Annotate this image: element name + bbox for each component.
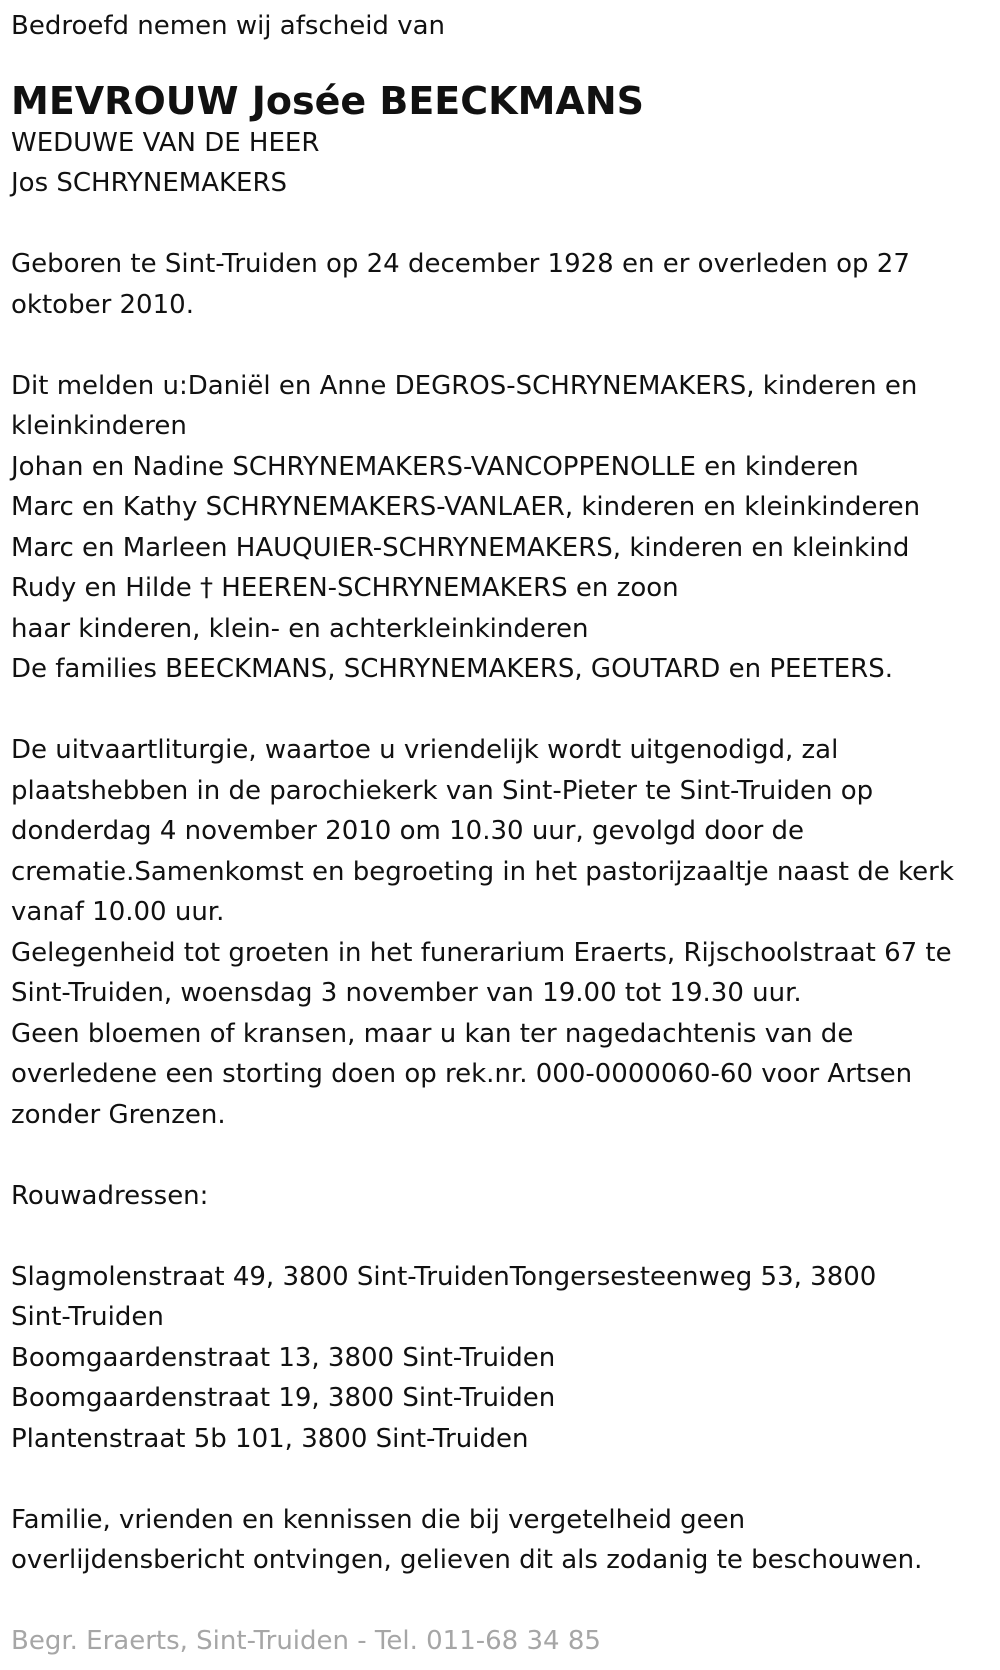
ceremony-line: De uitvaartliturgie, waartoe u vriendelijk wordt uitgenodigd, zal xyxy=(11,735,839,765)
ceremony-line: donderdag 4 november 2010 om 10.30 uur, gevolgd door de xyxy=(11,816,805,846)
ceremony-line: Sint-Truiden, woensdag 3 november van 19.00 tot 19.30 uur. xyxy=(11,978,802,1008)
family-line: kleinkinderen xyxy=(11,411,187,441)
addresses-heading: Rouwadressen: xyxy=(11,1180,209,1211)
family-line: Dit melden u:Daniël en Anne DEGROS-SCHRYNEMAKERS, kinderen en xyxy=(11,370,918,401)
funeral-home-footer: Begr. Eraerts, Sint-Truiden - Tel. 011-68 34 85 xyxy=(11,1626,601,1656)
spacer xyxy=(11,325,991,366)
spacer xyxy=(11,1216,991,1257)
family-line: De families BEECKMANS, SCHRYNEMAKERS, GOUTARD en PEETERS. xyxy=(11,654,893,684)
spacer xyxy=(11,1581,991,1622)
ceremony-line: crematie.Samenkomst en begroeting in het pastorijzaaltje naast de kerk xyxy=(11,856,954,887)
address-line: Boomgaardenstraat 13, 3800 Sint-Truiden xyxy=(11,1342,556,1373)
ceremony-line: Geen bloemen of kransen, maar u kan ter nagedachtenis van de xyxy=(11,1018,854,1049)
subtitle-line: Jos SCHRYNEMAKERS xyxy=(11,168,288,198)
family-line: haar kinderen, klein- en achterkleinkinderen xyxy=(11,613,589,644)
ceremony-line: zonder Grenzen. xyxy=(11,1099,226,1130)
spacer xyxy=(11,204,991,245)
closing-line: Familie, vrienden en kennissen die bij vergetelheid geen xyxy=(11,1504,746,1535)
spacer xyxy=(11,1135,991,1176)
birth-line: Geboren te Sint-Truiden op 24 december 1928 en er overleden op 27 xyxy=(11,249,910,279)
ceremony-line: Gelegenheid tot groeten in het funerarium Eraerts, Rijschoolstraat 67 te xyxy=(11,937,952,968)
ceremony-line: plaatshebben in de parochiekerk van Sint-Pieter te Sint-Truiden op xyxy=(11,775,874,806)
spacer xyxy=(11,1459,991,1500)
birth-line: oktober 2010. xyxy=(11,289,194,320)
ceremony-line: vanaf 10.00 uur. xyxy=(11,897,225,927)
address-line: Slagmolenstraat 49, 3800 Sint-TruidenTongersesteenweg 53, 3800 xyxy=(11,1261,877,1292)
spacer xyxy=(11,690,991,731)
family-line: Johan en Nadine SCHRYNEMAKERS-VANCOPPENOLLE en kinderen xyxy=(11,451,859,482)
family-line: Marc en Marleen HAUQUIER-SCHRYNEMAKERS, kinderen en kleinkind xyxy=(11,532,910,563)
address-line: Boomgaardenstraat 19, 3800 Sint-Truiden xyxy=(11,1383,556,1413)
ceremony-line: overledene een storting doen op rek.nr. 000-0000060-60 voor Artsen xyxy=(11,1059,913,1089)
intro-text: Bedroefd nemen wij afscheid van xyxy=(11,11,445,41)
family-line: Rudy en Hilde † HEEREN-SCHRYNEMAKERS en zoon xyxy=(11,573,679,603)
address-line: Plantenstraat 5b 101, 3800 Sint-Truiden xyxy=(11,1423,529,1454)
deceased-name: MEVROUW Josée BEECKMANS xyxy=(11,78,644,123)
family-line: Marc en Kathy SCHRYNEMAKERS-VANLAER, kinderen en kleinkinderen xyxy=(11,492,921,522)
address-line: Sint-Truiden xyxy=(11,1302,164,1332)
subtitle-line: WEDUWE VAN DE HEER xyxy=(11,127,320,158)
obituary-content xyxy=(11,6,991,1662)
closing-line: overlijdensbericht ontvingen, gelieven dit als zodanig te beschouwen. xyxy=(11,1545,923,1575)
